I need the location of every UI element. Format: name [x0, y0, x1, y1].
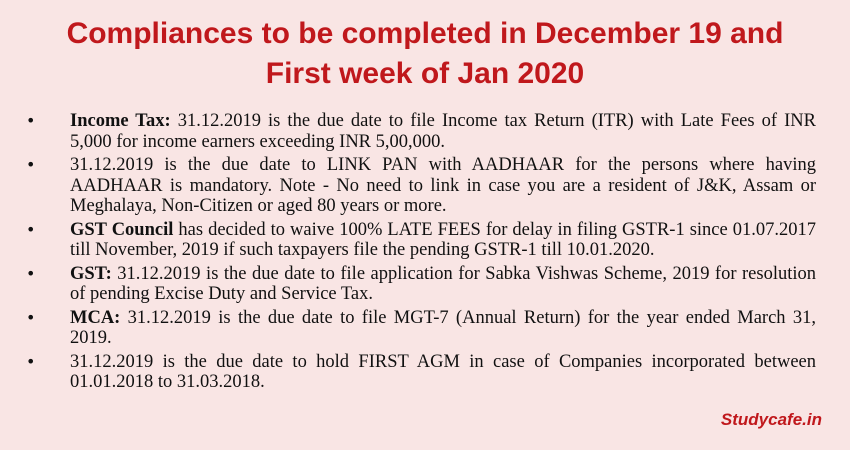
title-line-1: Compliances to be completed in December 19 and — [66, 17, 784, 50]
bullet-icon: • — [26, 307, 36, 327]
page-title — [0, 14, 850, 94]
bullet-icon: • — [26, 263, 36, 283]
item-text: 31.12.2019 is the due date to file application for Sabka Vishwas Scheme, 2019 for resolution of pending Excise Duty and Service Tax. — [70, 263, 816, 304]
item-text: 31.12.2019 is the due date to LINK PAN with AADHAAR for the persons where having AADHAAR is mandatory. Note - No need to link in case you are a resident of J&K, Assam or Meghalaya, Non-Citizen or aged 80 years or more. — [70, 155, 816, 216]
list-item-mca — [26, 307, 816, 349]
bullet-icon: • — [26, 111, 36, 130]
item-text: 31.12.2019 is the due date to file Income tax Return (ITR) with Late Fees of INR 5,000 for income earners exceeding INR 5,00,000. — [70, 111, 816, 152]
item-text: 31.12.2019 is the due date to file MGT-7 (Annual Return) for the year ended March 31, 2019. — [70, 307, 816, 348]
item-label: GST Council — [70, 219, 174, 240]
list-item-income-tax — [26, 111, 816, 152]
list-item-first-agm — [26, 351, 816, 393]
list-item-gst-council — [26, 219, 816, 261]
compliance-list — [26, 111, 816, 396]
item-text: 31.12.2019 is the due date to hold FIRST AGM in case of Companies incorporated between 01.01.2018 to 31.03.2018. — [70, 351, 816, 392]
item-text: has decided to waive 100% LATE FEES for delay in filing GSTR-1 since 01.07.2017 till November, 2019 if such taxpayers file the pending GSTR-1 till 10.01.2020. — [70, 219, 816, 260]
item-label: GST: — [70, 263, 112, 284]
list-item-pan-aadhaar — [26, 155, 816, 217]
bullet-icon: • — [26, 155, 36, 174]
bullet-icon: • — [26, 219, 36, 239]
bullet-icon: • — [26, 351, 36, 371]
list-item-gst-sabka-vishwas — [26, 263, 816, 305]
studycafe-watermark: Studycafe.in — [720, 410, 822, 429]
item-label: Income Tax: — [70, 111, 171, 131]
title-line-2: First week of Jan 2020 — [265, 57, 585, 90]
item-label: MCA: — [70, 307, 121, 328]
